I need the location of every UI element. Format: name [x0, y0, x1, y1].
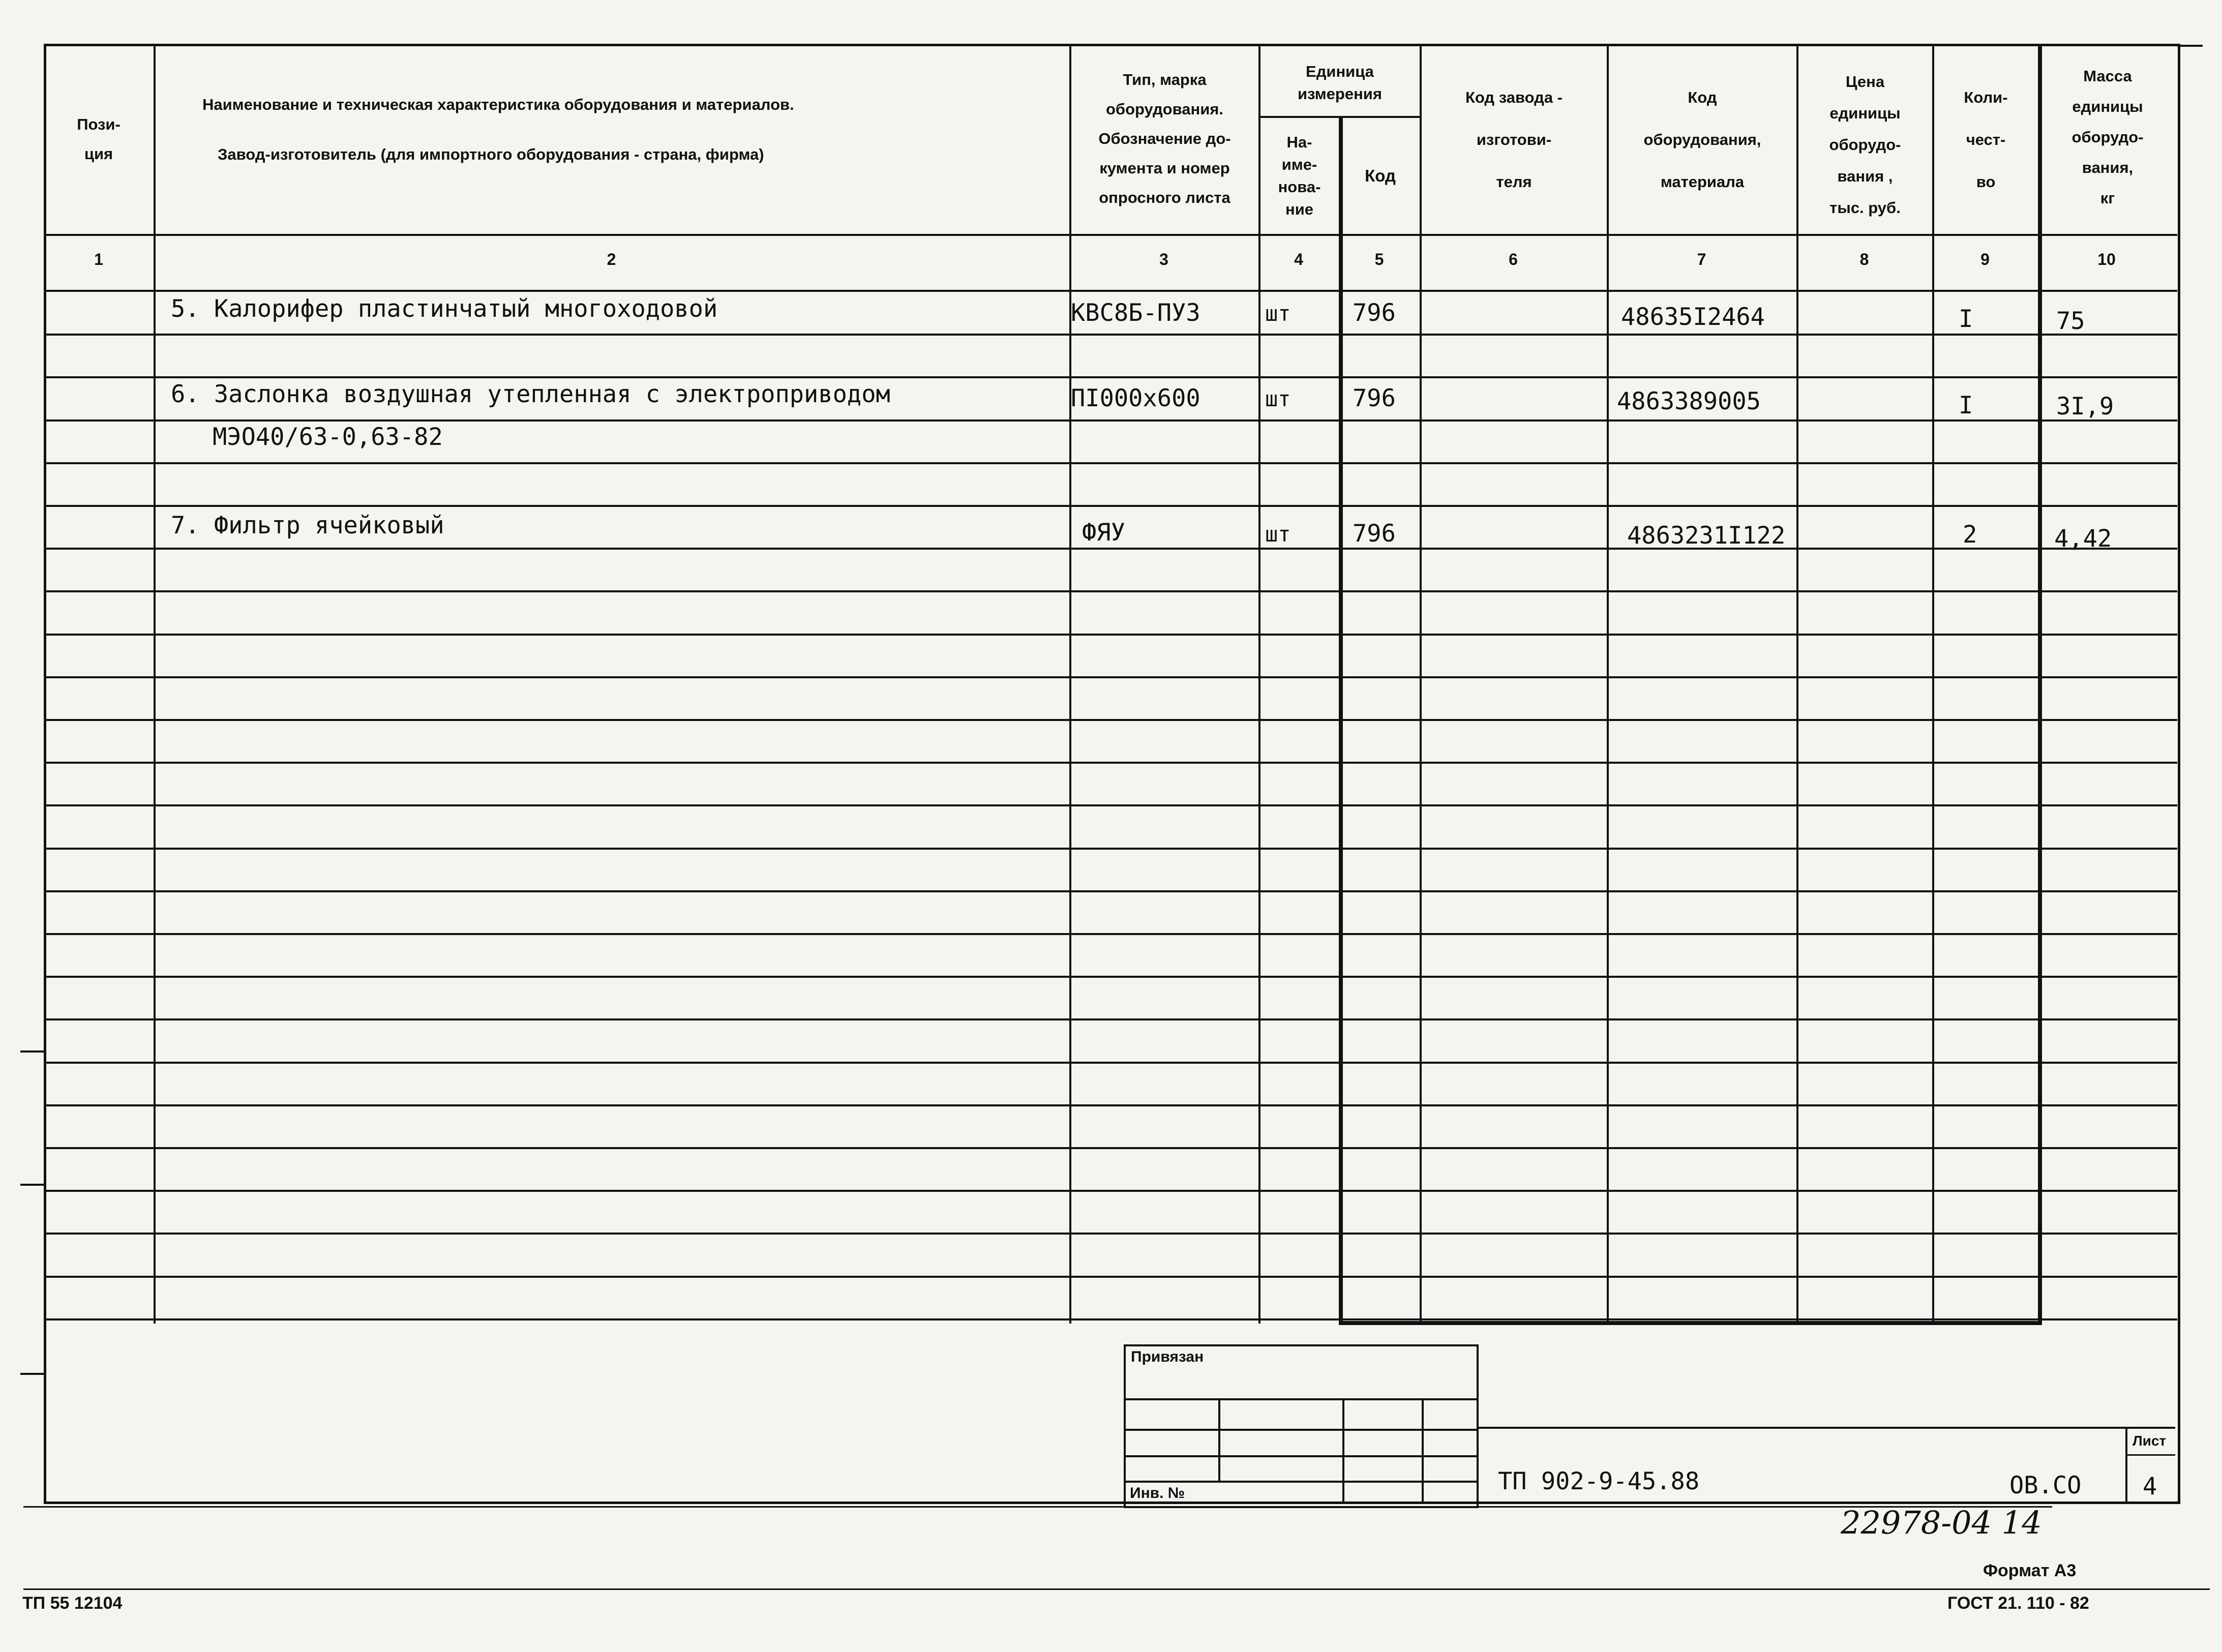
row7-name: 7. Фильтр ячейковый	[171, 512, 444, 539]
margin-tick-1	[20, 1050, 44, 1053]
row-line	[44, 1233, 2177, 1235]
stamp-col-3	[1422, 1398, 1424, 1504]
row6-unit: шт	[1265, 386, 1291, 411]
stamp-privyazan: Привязан	[1131, 1348, 1204, 1365]
stamp-col-1	[1218, 1398, 1220, 1481]
header-quantity: Коли- чест- во	[1964, 88, 2008, 191]
row7-code: 48632З1I122	[1627, 522, 1786, 550]
colnum-2: 2	[607, 250, 616, 268]
row5-unit-code: 796	[1353, 299, 1396, 327]
title-block-top	[1477, 1427, 2175, 1429]
row-line	[44, 976, 2177, 978]
row-line	[44, 1062, 2177, 1064]
row7-type: ФЯУ	[1082, 519, 1125, 547]
header-unit-mass: Масса единицы оборудо- вания, кг	[2071, 67, 2144, 207]
header-position: Пози- ция	[77, 115, 121, 163]
row-line	[44, 1276, 2177, 1278]
col-line-5	[1420, 45, 1422, 1324]
row7-mass: 4,42	[2054, 525, 2112, 553]
row-line	[44, 1018, 2177, 1020]
margin-tick-3	[20, 1373, 44, 1375]
row-line	[44, 462, 2177, 464]
frame-bottom-rule	[23, 1506, 2052, 1508]
row-line	[44, 933, 2177, 935]
stamp-col-2	[1342, 1398, 1344, 1504]
header-type: Тип, марка оборудования. Обозначение до- кумента и номер опросного листа	[1098, 71, 1231, 206]
footer-gost: ГОСТ 21. 110 - 82	[1947, 1594, 2089, 1613]
col-line-1	[154, 45, 156, 1324]
colnum-8: 8	[1859, 250, 1869, 268]
body-bottom-thick	[1339, 1321, 2042, 1325]
colnum-10: 10	[2097, 250, 2116, 268]
title-doc-number: ТП 902-9-45.88	[1498, 1467, 1700, 1495]
row-line	[44, 376, 2177, 378]
row-line	[44, 1318, 2177, 1320]
stamp-block	[1124, 1344, 1479, 1508]
header-factory-code: Код завода - изготови- теля	[1465, 88, 1563, 191]
col-line-8	[1932, 45, 1934, 1324]
row-line	[44, 419, 2177, 422]
row5-unit: шт	[1265, 301, 1291, 326]
row-line	[44, 804, 2177, 806]
row5-mass: 75	[2056, 307, 2085, 335]
row-line	[44, 1147, 2177, 1149]
col-line-7	[1796, 45, 1798, 1324]
row-line	[44, 505, 2177, 507]
colnum-9: 9	[1980, 250, 1990, 268]
col-line-2	[1069, 45, 1071, 1324]
footer-rule	[23, 1588, 2210, 1590]
row5-code: 48635I2464	[1621, 303, 1765, 331]
margin-tick-2	[20, 1184, 44, 1186]
colnum-1: 1	[94, 250, 103, 268]
row6-type: ПI000х600	[1071, 384, 1200, 412]
header-name-line1: Наименование и техническая характеристика оборудования и материалов.	[202, 96, 794, 113]
footer-tp-code: ТП 55 12104	[22, 1594, 123, 1613]
row-line	[44, 890, 2177, 892]
colnum-bottom-line	[44, 290, 2177, 292]
row6-qty: I	[1959, 392, 1973, 419]
row7-unit-code: 796	[1353, 520, 1396, 548]
row-line	[44, 634, 2177, 636]
header-name-line2: Завод-изготовитель (для импортного оборудования - страна, фирма)	[218, 145, 764, 163]
row-line	[44, 848, 2177, 850]
row-line	[44, 590, 2177, 592]
colnum-7: 7	[1697, 250, 1706, 268]
row6-unit-code: 796	[1353, 384, 1396, 412]
row5-qty: I	[1959, 305, 1973, 333]
row6-name: 6. Заслонка воздушная утепленная с электроприводом	[171, 380, 890, 408]
row5-type: КВС8Б-ПУЗ	[1071, 299, 1200, 327]
header-unit-price: Цена единицы оборудо- вания , тыс. руб.	[1829, 73, 1901, 217]
row-line	[44, 548, 2177, 550]
col-line-3	[1258, 45, 1260, 1324]
row6-mass: 3I,9	[2056, 393, 2114, 420]
row5-name: 5. Калорифер пластинчатый многоходовой	[171, 295, 718, 323]
row-line	[44, 1190, 2177, 1192]
row6-code: 4863389005	[1617, 387, 1761, 415]
row-line	[44, 334, 2177, 336]
sheet-box-left	[2125, 1427, 2127, 1504]
row7-qty: 2	[1963, 521, 1977, 549]
footer-format: Формат А3	[1983, 1561, 2077, 1580]
row-line	[44, 1104, 2177, 1106]
colnum-4: 4	[1294, 250, 1303, 268]
sheet-number: 4	[2143, 1473, 2157, 1500]
row-line	[44, 676, 2177, 678]
row7-unit: шт	[1265, 522, 1291, 547]
corner-tick	[2177, 45, 2203, 47]
col-line-6	[1607, 45, 1609, 1324]
handwritten-number: 22978-04 14	[1841, 1504, 2042, 1541]
sheet-box-split	[2125, 1454, 2175, 1456]
header-unit-name: На- име- нова- ние	[1278, 133, 1321, 218]
col-line-9	[2038, 45, 2042, 1324]
title-mark: ОВ.СО	[2009, 1471, 2082, 1499]
sheet-label: Лист	[2133, 1433, 2167, 1449]
stamp-inventory-no: Инв. №	[1130, 1485, 1185, 1501]
header-bottom-line	[44, 234, 2177, 236]
header-equipment-code: Код оборудования, материала	[1643, 88, 1761, 191]
colnum-3: 3	[1159, 250, 1168, 268]
row6-name-cont: МЭО40/63-0,63-82	[213, 423, 443, 451]
colnum-5: 5	[1374, 250, 1384, 268]
header-unit-code: Код	[1365, 166, 1396, 185]
header-unit: Единица измерения	[1298, 63, 1382, 103]
row-line	[44, 762, 2177, 764]
row-line	[44, 719, 2177, 721]
colnum-6: 6	[1509, 250, 1518, 268]
